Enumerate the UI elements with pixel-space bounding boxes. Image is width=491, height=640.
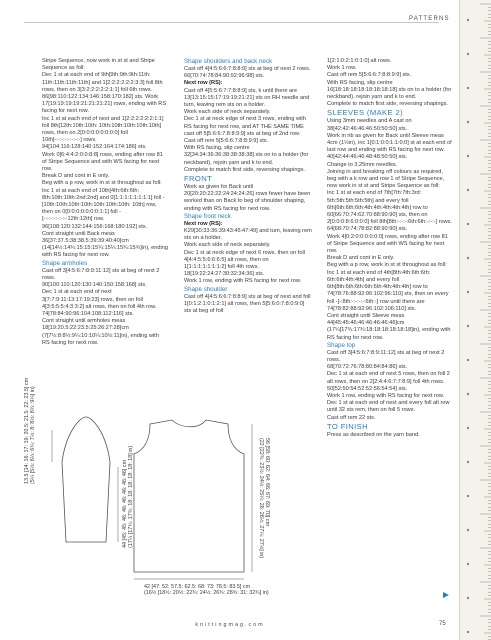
body-length-dimension <box>257 438 270 558</box>
text-paragraph: Dec 1 st at neck edge of next 3 rows, ending with RS facing for next row, and AT THE SAME TIME cast off 5[5:6:6:7:8:8:9:9] sts at beg of 2nd row. <box>184 116 306 137</box>
site-url: knittingmag.com <box>195 622 265 628</box>
text-paragraph: Inc 1 st at each end of 4th[8th:4th:6th:6th: 6th:6th:4th:4th] and every foll 6th[8th:6th:6th:6th:6th:4th:4th:4th] row to 74[78:76:88:92:96:102:96:110] sts, then on every foll -[-:8th:-:-:-:-:6th:-] row until there are 74[78:82:88:92:96:102:106:110] sts. <box>327 269 449 312</box>
text-paragraph: Work each side of neck separately. <box>184 242 271 249</box>
text-paragraph: Cont straight until armholes meas 18[19:20.5:22:23.5:25:26:27:28]cm (7[7½:8:8½:9¼:10:10¼:10½:11]in), ending with RS facing for next row. <box>42 318 159 346</box>
subheading-shoulder: Shape shoulder <box>184 285 228 293</box>
dimension-in: (17¼ [17¾: 17¾: 18: 18: 18: 18: 18: 18] in) <box>128 445 135 548</box>
heading-front: FRONT <box>184 174 213 184</box>
row-label: Next row (RS): <box>184 220 223 227</box>
column-1 <box>42 58 168 347</box>
subheading-shape-armholes: Shape armholes <box>42 259 88 267</box>
text-paragraph: Dec 1 st at each end of 9th[9th:9th:9th:11th: 11th:11th:11th:11th] and 1[2:2:2:2:2:2:3:3] foll 8th rows, then on 3[3:2:2:2:2:2:1:1] foll 6th rows. 86[98:110:122:134:146:158:170:182] sts. Work 17[19:19:19:19:21:21:21:21] rows, ending with RS facing for next row. <box>42 72 167 115</box>
dimension-cm: 44 [45: 45: 46: 46: 46: 46: 46: 46] cm <box>122 459 128 548</box>
tape-dot <box>467 223 469 225</box>
tape-dot <box>467 393 469 395</box>
text-paragraph: Break D and cont in E only. <box>42 173 110 180</box>
text-paragraph: Change to 3.25mm needles. <box>327 161 398 168</box>
text-paragraph: Stripe Sequence, now work in st st and Stripe Sequence as foll: <box>42 58 155 72</box>
text-paragraph: 50[52:50:54:52:52:56:54:54] sts. <box>327 385 408 392</box>
text-paragraph: Dec 1 st at each end of next 3[7:7:9:11:13:17:19:23] rows, then on foll 4[3:5:5:5:4:3:3:2] alt rows, then on foll 4th row. 74[78:84:90:96:104:108:112:116] sts. <box>42 289 157 317</box>
subheading-front-neck: Shape front neck <box>184 212 231 220</box>
text-paragraph: Dec 1 st at neck edge of next 6 rows, then on foll 4[4:4:5:5:6:6:6:5] alt rows, then on 1[1:1:1:1:1:1:1:2] foll 4th rows. 18[19:22:24:27:30:32:34:36] sts. <box>184 249 305 278</box>
text-paragraph: 1[2:1:0:2:1:0:1:0] alt rows. <box>327 58 392 64</box>
subheading-shape-top: Shape top <box>327 341 356 349</box>
heading-sleeves: SLEEVES (MAKE 2) <box>327 108 404 118</box>
column-3 <box>327 58 452 439</box>
dimension-cm: 56 [58: 60: 62: 64: 66: 67: 69: 70] cm <box>264 438 270 527</box>
text-paragraph: Inc 1 st at each end of next and 1[2:2:2:2:2:2:1:1] foll 8th[12th:10th:10th: 10th:10th:10th:10th:10th] rows, then on 2[0:0:0:0:0:0:0:0] foll 10th[-:-:-:-:-:-:-:-] rows. 94[104:116:128:140:152:164:174:186] sts. <box>42 115 164 151</box>
dimension-in: (16½ [18½: 20½: 22¾: 24½: 26¾: 28¾: 31: 32¾] in) <box>144 590 269 597</box>
sleeve-top-dimension <box>24 378 37 484</box>
text-paragraph: Inc 1 st at each end of 7th[7th:7th:3rd: 5th:5th:5th:5th:5th] and every foll 6th[6th:6th:6th:4th:4th:4th:4th:4th] row to 60[66:70:74:62:70:88:90:90] sts, then on 2[0:0:0:8:6:0:0:0] foll 8th[8th:-:-:-:6th:6th:-:-:-] rows. <box>327 190 452 226</box>
text-paragraph: Complete to match first side, reversing shapings. <box>327 101 448 108</box>
text-paragraph: With RS facing, slip centre 16[18:18:18:18:18:18:18:18] sts on to a holder (for neckband), rejoin yarn and k to end. <box>327 79 452 101</box>
heading-to-finish: TO FINISH <box>327 421 369 431</box>
row-label: Next row (RS): <box>184 80 223 87</box>
body-outline <box>134 420 244 572</box>
column-2 <box>184 58 312 315</box>
page-number: 75 <box>439 621 446 627</box>
tape-dot <box>467 291 469 293</box>
text-paragraph: Beg with a p row, work in st st throughout as foll: <box>327 262 447 269</box>
text-paragraph: 96[108:120:132:144:156:168:180:192] sts. <box>42 223 148 230</box>
tape-dot <box>467 19 469 21</box>
tape-dot <box>467 529 469 531</box>
tape-measure-decoration <box>459 0 491 640</box>
tape-dot <box>467 631 469 633</box>
tape-dot <box>467 495 469 497</box>
text-paragraph: Press as described on the yarn band. <box>327 431 420 438</box>
tape-dot <box>467 87 469 89</box>
text-paragraph: Work 1 row. <box>327 65 357 72</box>
text-paragraph: K29[30:33:36:39:43:45:47:49] and turn, leaving rem sts on a holder. <box>184 228 312 242</box>
garment-schematic <box>22 372 322 622</box>
text-paragraph: Cast off rem 22 sts. <box>327 414 376 421</box>
text-paragraph: Cast off 3[4:5:6:7:8:9:11:12] sts at beg of next 2 rows. <box>327 349 445 363</box>
text-paragraph: Joining in and breaking off colours as required, beg with a k row and row 1 of Stripe Sequence, now work in st st and Stripe Sequence as foll: <box>327 168 445 190</box>
tape-dot <box>467 189 469 191</box>
tape-dot <box>467 121 469 123</box>
dimension-cm: 13.5 [14: 16: 17: 19: 20.5: 21.5: 22: 23.5] cm <box>24 377 30 484</box>
text-paragraph: Work 4[0:2:0:0:0:0:0:0] rows, ending after row 81 of Stripe Sequence and with WS facing for next row. <box>327 233 448 255</box>
text-paragraph: Cast off 4[5:5:6:7:7:8:8:9] sts, k until there are 13[13:15:15:17:19:19:21:21] sts on RH needle and turn, leaving rem sts on a holder. <box>184 87 310 109</box>
text-paragraph: Using 3mm needles and A cast on 38[42:42:46:46:46:50:50:50] sts. <box>327 118 412 132</box>
section-tag: PATTERNS <box>406 16 453 22</box>
tape-dot <box>467 427 469 429</box>
text-paragraph: Work as given for Back until 20[20:20:22:22:24:24:24:26] rows fewer have been worked than on Back to beg of shoulder shaping, ending with RS facing for next row. <box>184 184 311 212</box>
text-paragraph: Break D and cont in E only. <box>327 255 395 262</box>
text-paragraph: 90[100:110:120:130:140:150:158:168] sts. <box>42 282 147 289</box>
tape-ticks <box>460 0 491 640</box>
text-paragraph: 64[68:70:74:78:82:88:90:90] sts. <box>327 226 408 233</box>
sleeve-outline <box>62 417 110 542</box>
text-paragraph: Cast off rem 5[5:6:6:7:8:8:9:9] sts. <box>184 138 269 145</box>
text-paragraph: Dec 1 st at each end of next 5 rows, then on foll 2 alt rows, then on 2[2:4:4:6:7:7:8:9] foll 4th rows. <box>327 371 450 385</box>
tape-dot <box>467 461 469 463</box>
text-paragraph: Cast off 4[4:5:6:6:7:8:8:9] sts at beg of next 2 rows. 66[70:74:78:84:90:92:96:98] sts. <box>184 66 311 80</box>
text-paragraph: Inc 1 st at each end of 10th[4th:6th:6th: 8th:10th:10th:2nd:2nd] and 0[1:1:1:1:1:1:1:1] foll -[10th:10th:10th:10th:10th:10th:10th: 10th] row, then on 0[0:0:0:0:0:0:0:1:1] foll -[-:-:-:-:-:-:-:12th:12th] row. <box>42 187 165 223</box>
tape-dot <box>467 563 469 565</box>
header-rule <box>24 22 439 23</box>
dimension-in: (22 [22¾: 23½: 24½: 25¼: 26: 26½: 27¼: 27½] in) <box>257 438 264 559</box>
subheading-shoulders: Shape shoulders and back neck <box>184 58 273 65</box>
text-paragraph: With RS facing, slip centre 32[34:34:36:36:38:38:38:38] sts on to a holder (for neckband), rejoin yarn and k to end. <box>184 145 309 166</box>
text-paragraph: Complete to match first side, reversing shapings. <box>184 166 305 173</box>
text-paragraph: Work each side of neck separately. <box>184 109 271 116</box>
text-paragraph: Work 0[6:4:4:2:0:0:8:8] rows, ending after row 81 of Stripe Sequence and with WS facing for next row. <box>42 151 163 173</box>
tape-dot <box>467 325 469 327</box>
tape-dot <box>467 597 469 599</box>
text-paragraph: Cast off 3[4:5:6:7:8:9:11:12] sts at beg of next 2 rows. <box>42 267 160 281</box>
sleeve-length-dimension <box>122 446 135 548</box>
text-paragraph: Dec 1 st at each end of next and every foll alt row until 32 sts rem, then on foll 5 rows. <box>327 400 450 414</box>
text-paragraph: Beg with a p row, work in st st throughout as foll: <box>42 180 162 187</box>
tape-dot <box>467 53 469 55</box>
text-paragraph: Cont straight until Sleeve meas 44[45:45:46:46:46:46:46:46]cm (17¼[17¾:17¾:18:18:18:18:18:18]in), ending with RS facing for next row. <box>327 312 451 341</box>
tape-dot <box>467 155 469 157</box>
text-paragraph: Work 1 row, ending with RS facing for next row. <box>327 392 445 399</box>
text-paragraph: Work 1 row, ending with RS facing for next row. <box>184 278 302 285</box>
text-paragraph: Cast off 4[4:5:6:6:7:8:8:9] sts at beg of next and foll 1[0:1:2:1:0:1:2:1] alt rows, then 5[5:6:0:7:8:0:9:0] sts at beg of foll <box>184 293 311 315</box>
tape-dot <box>467 257 469 259</box>
text-paragraph: Cast off rem 5[5:6:6:7:8:8:9:9] sts. <box>327 72 412 79</box>
text-paragraph: Cont straight until Back meas 36[37:37.5:38:38.5:39:39:40:40]cm (14[14½:14¾:15:15:15¼:15¼:15¾:15¾]in), ending with RS facing for next row. <box>42 230 168 259</box>
end-arrow-icon <box>443 592 449 598</box>
text-paragraph: Work in rib as given for Back until Sleeve meas 4cm (1½in), inc 1[0:1:0:0:1:1:0:0] st at each end of last row and ending with RS facing for next row. 40[42:44:46:46:48:48:50:50] sts. <box>327 132 452 161</box>
dimension-cm: 42 [47: 52: 57.5: 62.5: 68: 73: 78.5: 83.5] cm <box>144 584 251 590</box>
tape-dot <box>467 359 469 361</box>
dimension-in: (5¼ [5½: 6¼: 6¾: 7½: 8: 8½: 8¾: 9¼] in) <box>30 386 37 484</box>
width-dimension <box>144 584 269 597</box>
text-paragraph: 68[70:72:76:78:80:84:84:86] sts. <box>327 364 408 371</box>
